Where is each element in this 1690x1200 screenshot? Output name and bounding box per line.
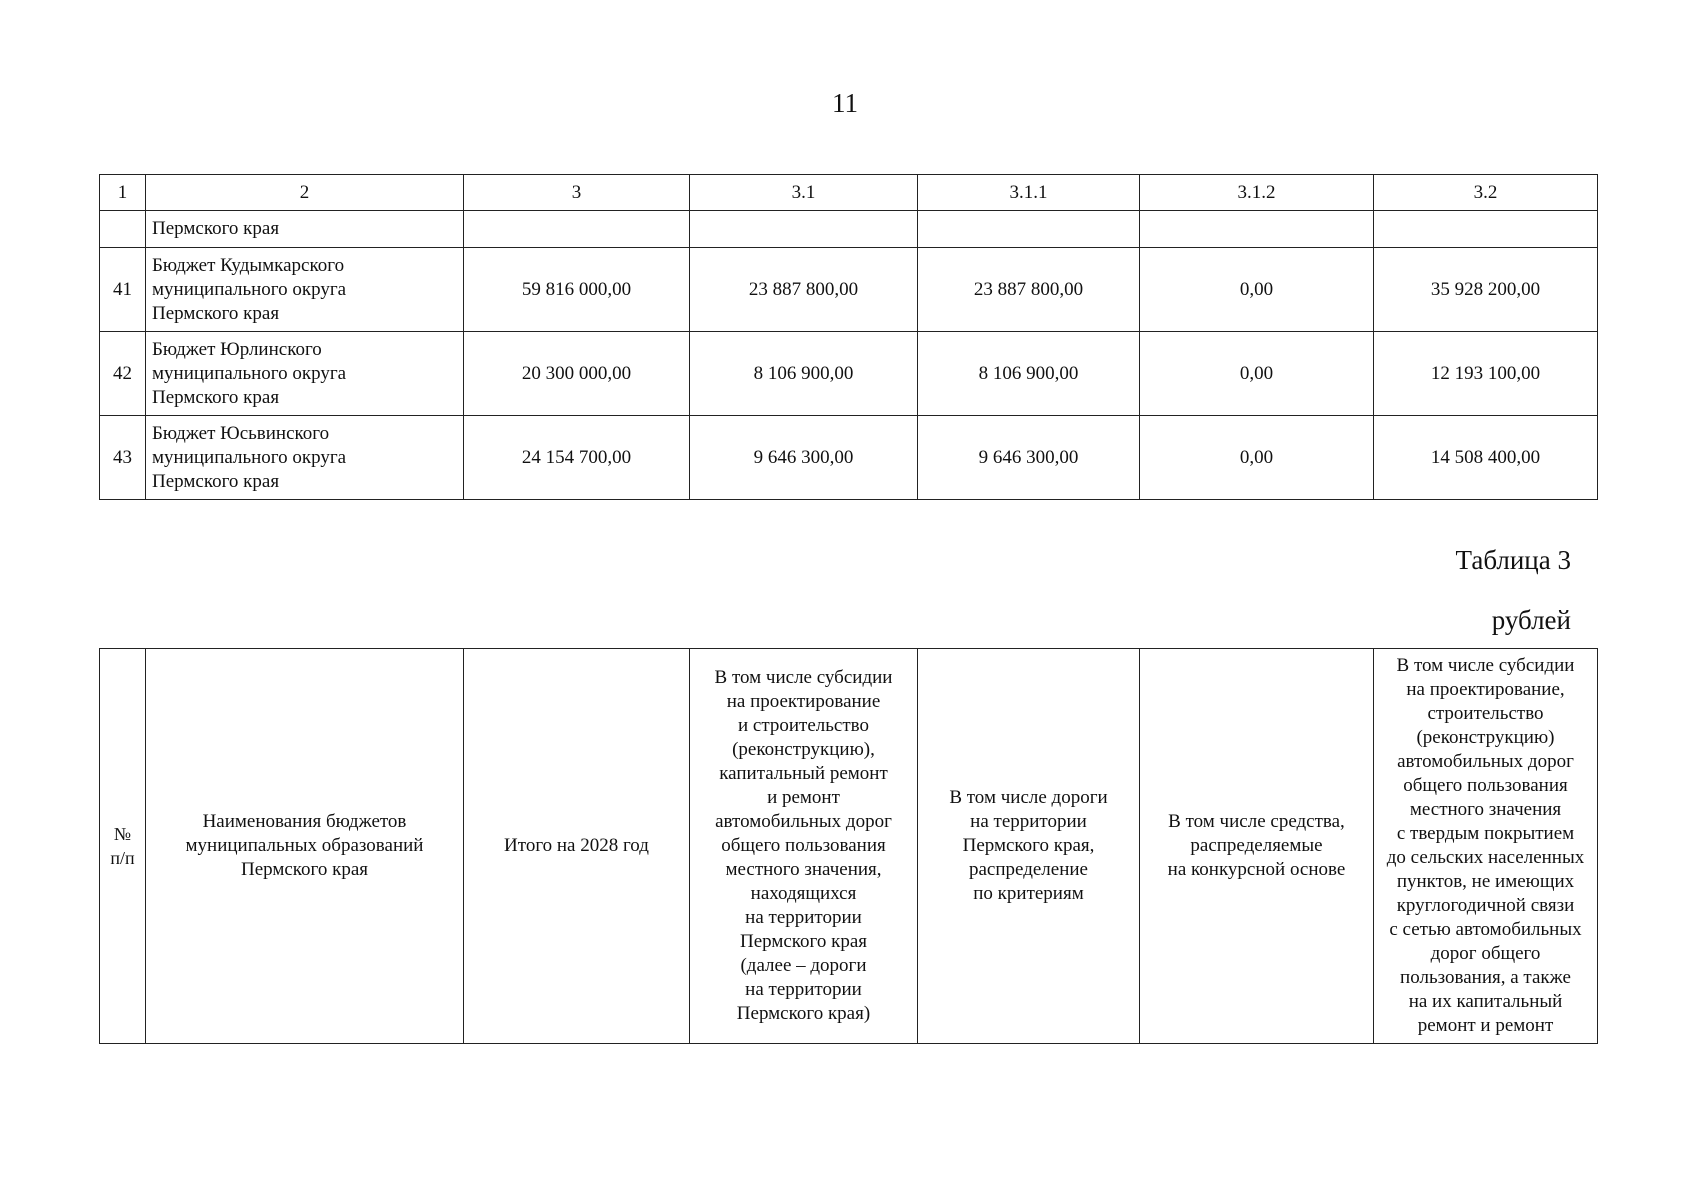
header-line: Пермского края) [736, 1003, 871, 1024]
empty-cell [1140, 211, 1374, 248]
row-number [100, 211, 146, 248]
header-line: строительство [1427, 703, 1544, 724]
header-subsidies [690, 649, 918, 1044]
row-number: 41 [100, 248, 146, 332]
value-3-1-1: 8 106 900,00 [918, 332, 1140, 416]
value-3-1: 23 887 800,00 [690, 248, 918, 332]
header-rural-roads-subsidies [1374, 649, 1598, 1044]
header-line: находящихся [750, 883, 857, 904]
empty-cell [464, 211, 690, 248]
value-3-2: 12 193 100,00 [1374, 332, 1598, 416]
budget-name-line: Бюджет Кудымкарского [152, 254, 345, 276]
total-value: 20 300 000,00 [464, 332, 690, 416]
value-3-2: 35 928 200,00 [1374, 248, 1598, 332]
header-line: (реконструкцию) [1416, 727, 1555, 748]
header-line: капитальный ремонт [719, 763, 888, 784]
column-number: 1 [100, 175, 146, 211]
header-line: круглогодичной связи [1396, 895, 1575, 916]
header-line: автомобильных дорог [1397, 751, 1574, 772]
value-3-1: 9 646 300,00 [690, 416, 918, 500]
header-line: распределяемые [1190, 835, 1323, 856]
column-number: 2 [146, 175, 464, 211]
header-line: дорог общего [1430, 943, 1541, 964]
header-roads-by-criteria [918, 649, 1140, 1044]
budget-name-line: Пермского края [152, 470, 280, 492]
header-line: (далее – дороги [740, 955, 867, 976]
column-number: 3 [464, 175, 690, 211]
header-line: на территории [745, 979, 862, 1000]
empty-cell [918, 211, 1140, 248]
header-line: п/п [110, 848, 135, 868]
budget-table-3 [99, 648, 1598, 1044]
header-line: общего пользования [721, 835, 886, 856]
budget-name-line: Пермского края [152, 302, 280, 324]
value-3-2: 14 508 400,00 [1374, 416, 1598, 500]
units-caption: рублей [1491, 605, 1571, 635]
header-competitive-funds [1140, 649, 1374, 1044]
table-row [100, 332, 1598, 416]
table-row [100, 248, 1598, 332]
budget-name: Пермского края [146, 211, 464, 248]
header-line: и строительство [737, 715, 869, 736]
header-line: до сельских населенных [1386, 847, 1585, 868]
total-value: 59 816 000,00 [464, 248, 690, 332]
budget-name [146, 416, 464, 500]
header-line: на конкурсной основе [1167, 859, 1346, 880]
column-number: 3.1 [690, 175, 918, 211]
header-line: пунктов, не имеющих [1396, 871, 1575, 892]
header-line: В том числе субсидии [1396, 655, 1575, 676]
budget-name-line: Бюджет Юрлинского [152, 338, 322, 360]
header-line: (реконструкцию), [732, 739, 875, 760]
table-row-continuation [100, 211, 1598, 248]
row-number: 43 [100, 416, 146, 500]
header-line: местного значения, [725, 859, 882, 880]
column-number: 3.1.1 [918, 175, 1140, 211]
table-header-row [100, 649, 1598, 1044]
budget-name-line: муниципального округа [152, 278, 347, 300]
column-number-row [100, 175, 1598, 211]
value-3-1: 8 106 900,00 [690, 332, 918, 416]
header-line: Итого на 2028 год [504, 835, 649, 856]
header-line: на проектирование, [1406, 679, 1565, 700]
empty-cell [1374, 211, 1598, 248]
column-number: 3.1.2 [1140, 175, 1374, 211]
budget-name-line: муниципального округа [152, 446, 347, 468]
budget-name-line: Бюджет Юсьвинского [152, 422, 330, 444]
header-budget-name [146, 649, 464, 1044]
header-line: Пермского края [739, 931, 868, 952]
header-line: № [113, 824, 132, 844]
header-line: Пермского края, [962, 835, 1095, 856]
budget-name [146, 332, 464, 416]
header-line: В том числе дороги [949, 787, 1108, 808]
header-line: ремонт и ремонт [1417, 1015, 1554, 1036]
header-line: на территории [745, 907, 862, 928]
header-line: с сетью автомобильных [1389, 919, 1582, 940]
value-3-1-1: 23 887 800,00 [918, 248, 1140, 332]
table-caption: Таблица 3 [1455, 545, 1571, 575]
budget-name [146, 248, 464, 332]
budget-name-line: Пермского края [152, 386, 280, 408]
page-number: 11 [832, 88, 858, 118]
header-line: пользования, а также [1400, 967, 1571, 988]
value-3-1-2: 0,00 [1140, 332, 1374, 416]
header-total [464, 649, 690, 1044]
header-line: автомобильных дорог [715, 811, 892, 832]
header-line: с твердым покрытием [1396, 823, 1575, 844]
budget-name-line: муниципального округа [152, 362, 347, 384]
header-line: на территории [970, 811, 1087, 832]
row-number: 42 [100, 332, 146, 416]
header-line: распределение [968, 859, 1088, 880]
column-number: 3.2 [1374, 175, 1598, 211]
table-row [100, 416, 1598, 500]
budget-table-continued [99, 174, 1598, 500]
empty-cell [690, 211, 918, 248]
total-value: 24 154 700,00 [464, 416, 690, 500]
header-line: муниципальных образований [185, 835, 424, 856]
header-line: Пермского края [240, 859, 369, 880]
header-line: по критериям [973, 883, 1084, 904]
header-row-number [100, 649, 146, 1044]
header-line: В том числе субсидии [714, 667, 893, 688]
value-3-1-2: 0,00 [1140, 248, 1374, 332]
header-line: местного значения [1409, 799, 1562, 820]
header-line: на их капитальный [1408, 991, 1563, 1012]
header-line: и ремонт [767, 787, 840, 808]
value-3-1-1: 9 646 300,00 [918, 416, 1140, 500]
header-line: В том числе средства, [1168, 811, 1345, 832]
header-line: Наименования бюджетов [202, 811, 407, 832]
header-line: общего пользования [1403, 775, 1568, 796]
value-3-1-2: 0,00 [1140, 416, 1374, 500]
header-line: на проектирование [726, 691, 881, 712]
